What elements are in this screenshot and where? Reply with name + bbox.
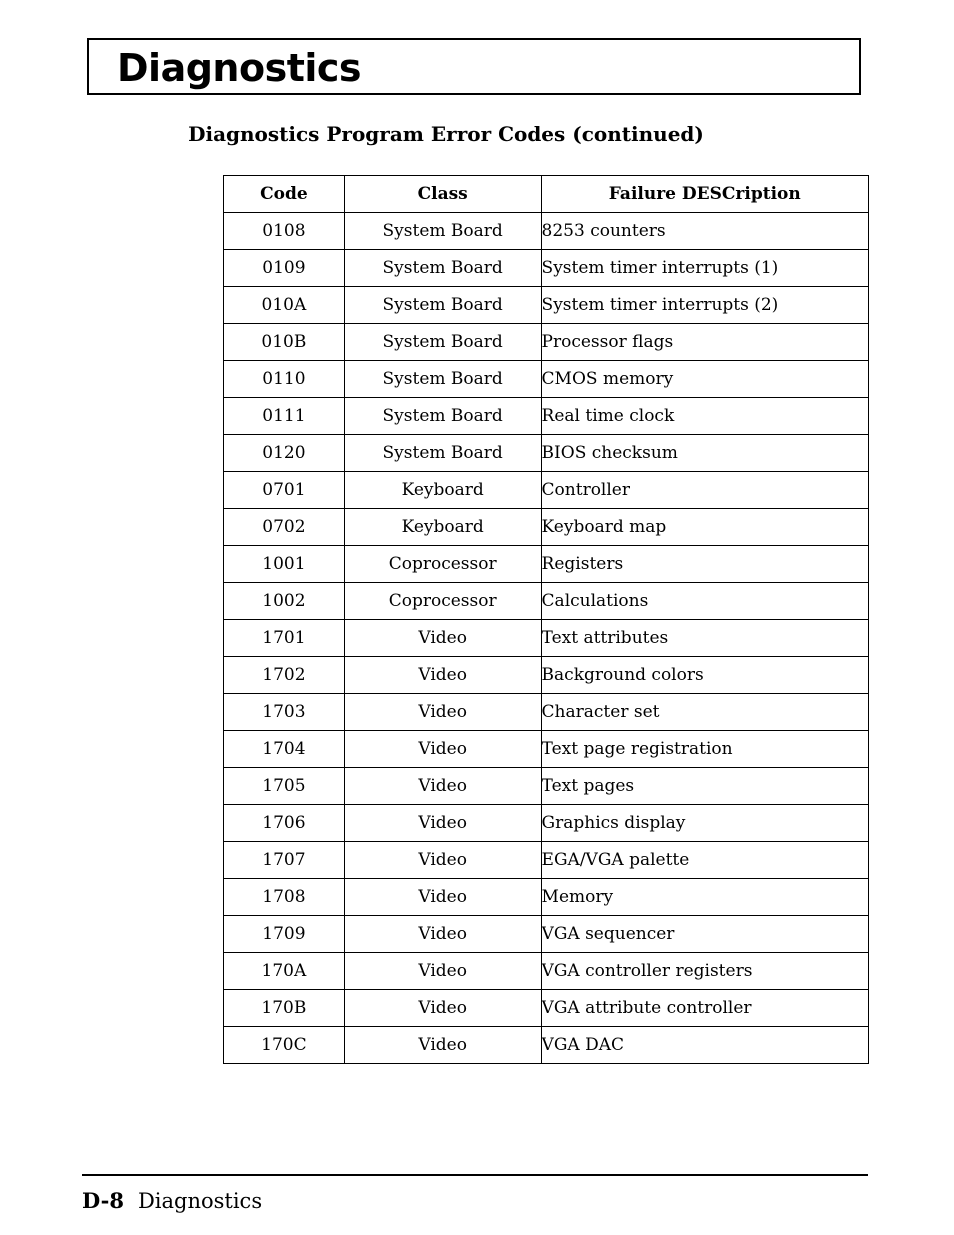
description-cell: Text pages <box>541 768 868 805</box>
table-row <box>224 398 869 435</box>
description-cell: VGA sequencer <box>541 916 868 953</box>
class-cell: System Board <box>344 250 541 287</box>
table-body <box>224 213 869 1064</box>
code-cell: 0701 <box>224 472 345 509</box>
footer-rule <box>82 1174 868 1176</box>
column-header-class: Class <box>344 176 541 213</box>
code-cell: 1703 <box>224 694 345 731</box>
description-cell: 8253 counters <box>541 213 868 250</box>
column-header-code: Code <box>224 176 345 213</box>
description-cell: Calculations <box>541 583 868 620</box>
table-row <box>224 953 869 990</box>
class-cell: Video <box>344 694 541 731</box>
table-row <box>224 472 869 509</box>
code-cell: 0108 <box>224 213 345 250</box>
table-row <box>224 435 869 472</box>
class-cell: System Board <box>344 435 541 472</box>
code-cell: 1709 <box>224 916 345 953</box>
description-cell: Text page registration <box>541 731 868 768</box>
description-cell: System timer interrupts (2) <box>541 287 868 324</box>
class-cell: System Board <box>344 398 541 435</box>
class-cell: Video <box>344 731 541 768</box>
code-cell: 0120 <box>224 435 345 472</box>
table-row <box>224 768 869 805</box>
footer-section-name: Diagnostics <box>137 1189 263 1213</box>
code-cell: 170B <box>224 990 345 1027</box>
table-title <box>188 120 868 148</box>
table-row <box>224 1027 869 1064</box>
code-cell: 1701 <box>224 620 345 657</box>
code-cell: 1708 <box>224 879 345 916</box>
table-header-row <box>224 176 869 213</box>
table-row <box>224 879 869 916</box>
description-cell: System timer interrupts (1) <box>541 250 868 287</box>
description-cell: EGA/VGA palette <box>541 842 868 879</box>
table-row <box>224 657 869 694</box>
table-row <box>224 805 869 842</box>
class-cell: Video <box>344 1027 541 1064</box>
code-cell: 0109 <box>224 250 345 287</box>
class-cell: Keyboard <box>344 509 541 546</box>
class-cell: System Board <box>344 213 541 250</box>
table-row <box>224 583 869 620</box>
code-cell: 010A <box>224 287 345 324</box>
table-row <box>224 250 869 287</box>
table-row <box>224 287 869 324</box>
class-cell: System Board <box>344 324 541 361</box>
class-cell: Video <box>344 879 541 916</box>
class-cell: Video <box>344 842 541 879</box>
description-cell: Registers <box>541 546 868 583</box>
class-cell: Video <box>344 620 541 657</box>
description-cell: Graphics display <box>541 805 868 842</box>
section-header-box <box>87 38 861 95</box>
class-cell: Video <box>344 657 541 694</box>
table-row <box>224 842 869 879</box>
table-row <box>224 731 869 768</box>
table-row <box>224 916 869 953</box>
column-header-description: Failure DESCription <box>541 176 868 213</box>
description-cell: Background colors <box>541 657 868 694</box>
class-cell: Keyboard <box>344 472 541 509</box>
code-cell: 170C <box>224 1027 345 1064</box>
description-cell: Character set <box>541 694 868 731</box>
table-row <box>224 361 869 398</box>
description-cell: CMOS memory <box>541 361 868 398</box>
description-cell: VGA DAC <box>541 1027 868 1064</box>
class-cell: Video <box>344 916 541 953</box>
table-row <box>224 620 869 657</box>
code-cell: 1705 <box>224 768 345 805</box>
section-title: Diagnostics <box>117 46 362 90</box>
description-cell: Keyboard map <box>541 509 868 546</box>
description-cell: Real time clock <box>541 398 868 435</box>
code-cell: 0702 <box>224 509 345 546</box>
description-cell: Memory <box>541 879 868 916</box>
code-cell: 0111 <box>224 398 345 435</box>
class-cell: System Board <box>344 361 541 398</box>
table-row <box>224 509 869 546</box>
table-header <box>224 176 869 213</box>
table-row <box>224 324 869 361</box>
description-cell: BIOS checksum <box>541 435 868 472</box>
table-title-text: Diagnostics Program Error Codes (continued) <box>188 122 704 146</box>
error-codes-table <box>223 175 869 1064</box>
description-cell: VGA controller registers <box>541 953 868 990</box>
class-cell: Coprocessor <box>344 546 541 583</box>
class-cell: Video <box>344 953 541 990</box>
code-cell: 1001 <box>224 546 345 583</box>
description-cell: Processor flags <box>541 324 868 361</box>
class-cell: Video <box>344 768 541 805</box>
class-cell: Coprocessor <box>344 583 541 620</box>
class-cell: System Board <box>344 287 541 324</box>
page-number: D-8 <box>82 1188 124 1213</box>
class-cell: Video <box>344 990 541 1027</box>
table-row <box>224 213 869 250</box>
description-cell: VGA attribute controller <box>541 990 868 1027</box>
class-cell: Video <box>344 805 541 842</box>
description-cell: Controller <box>541 472 868 509</box>
table-row <box>224 990 869 1027</box>
code-cell: 1704 <box>224 731 345 768</box>
table-row <box>224 694 869 731</box>
code-cell: 0110 <box>224 361 345 398</box>
code-cell: 1706 <box>224 805 345 842</box>
description-cell: Text attributes <box>541 620 868 657</box>
code-cell: 170A <box>224 953 345 990</box>
page-footer <box>82 1187 262 1215</box>
table-row <box>224 546 869 583</box>
code-cell: 1002 <box>224 583 345 620</box>
code-cell: 1707 <box>224 842 345 879</box>
code-cell: 010B <box>224 324 345 361</box>
code-cell: 1702 <box>224 657 345 694</box>
